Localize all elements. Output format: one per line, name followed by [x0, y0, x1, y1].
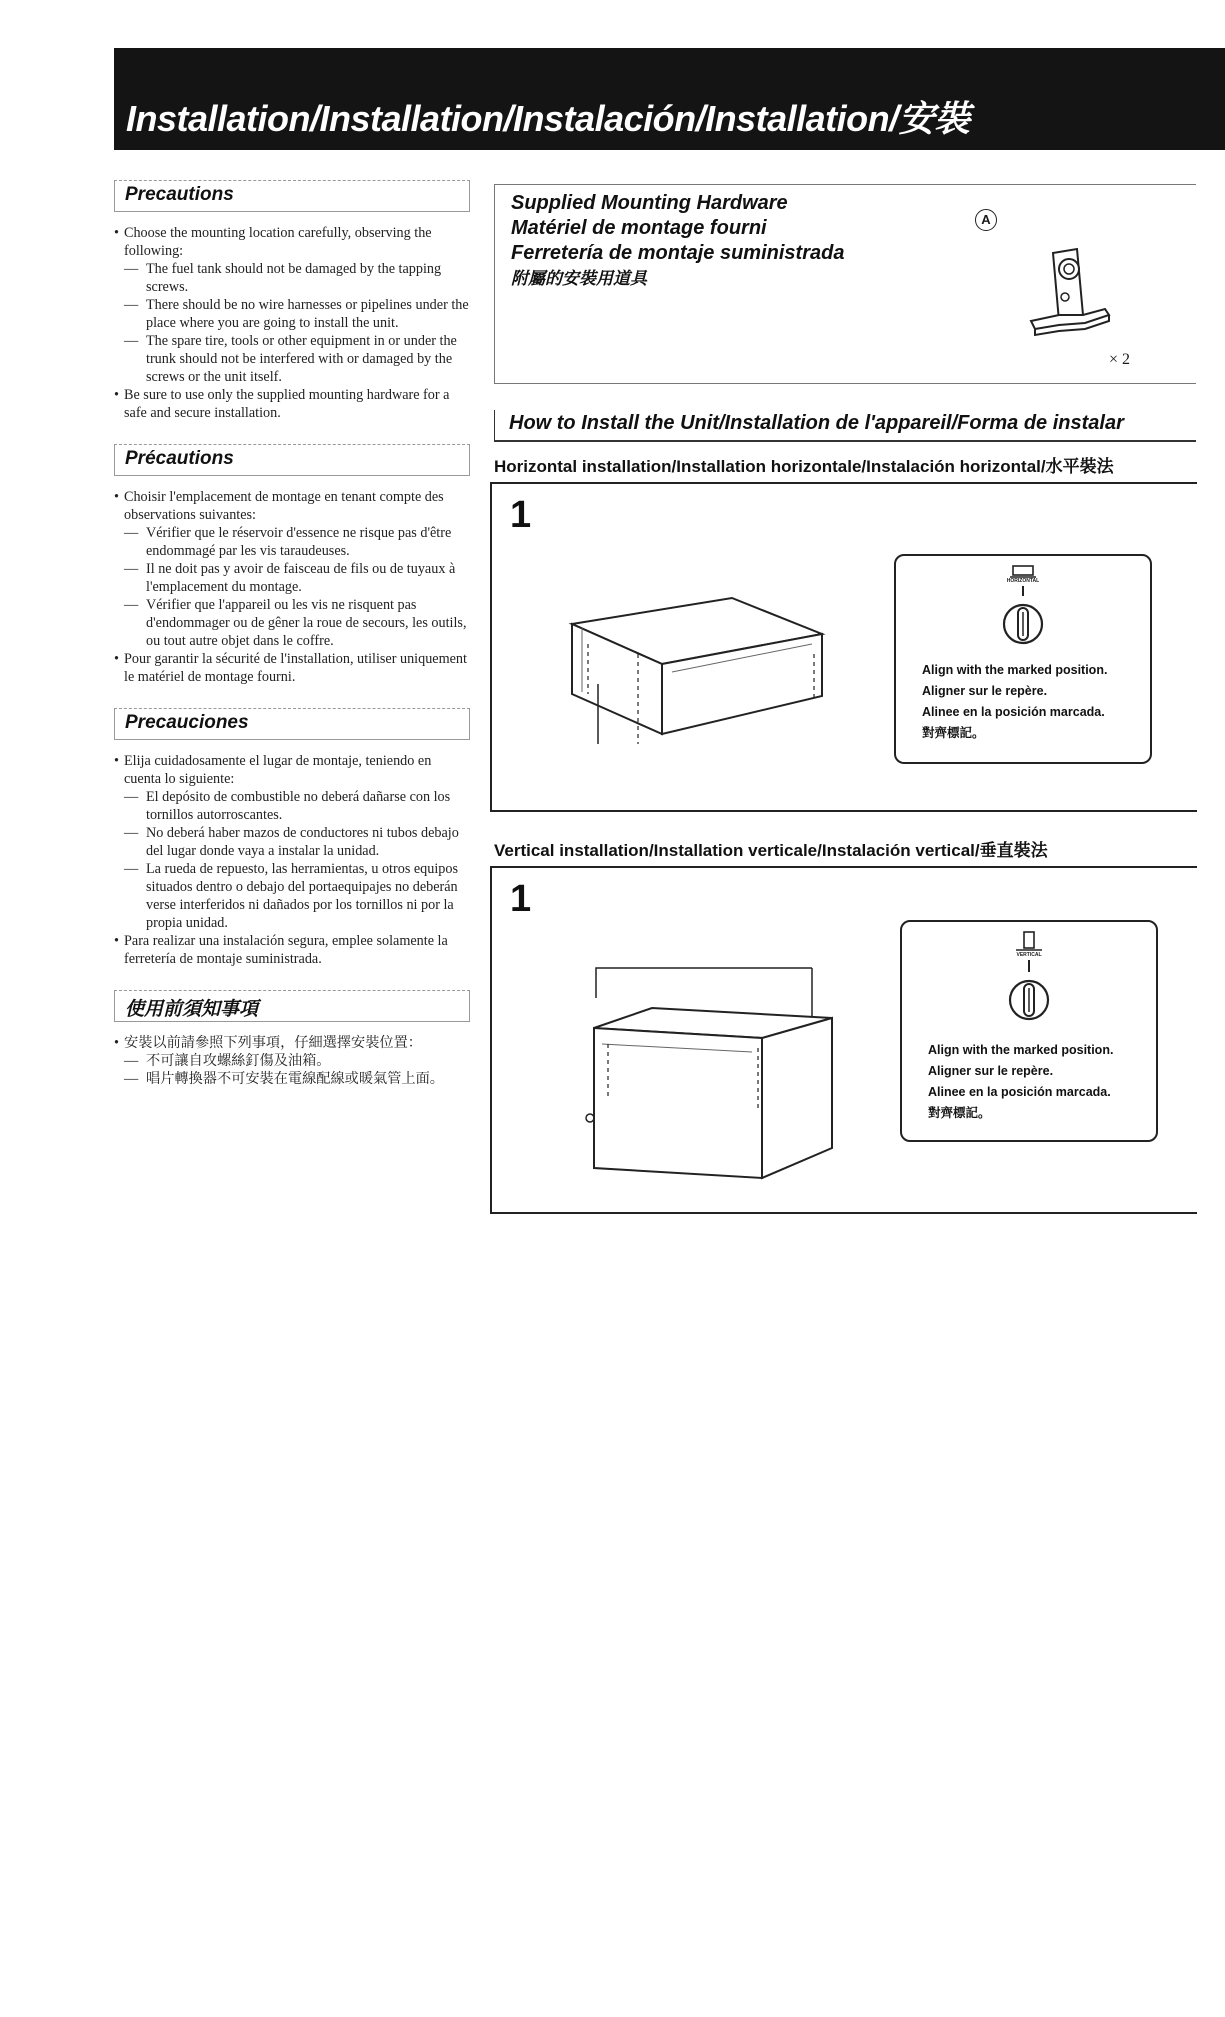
- precaution-sublist: [124, 260, 470, 386]
- precaution-text: Choisir l'emplacement de montage en tenant compte des observations suivantes:: [124, 489, 444, 523]
- section-heading: [114, 990, 470, 1022]
- precautions-section-fr: [114, 444, 470, 686]
- hardware-title-zh: 附屬的安裝用道具: [511, 269, 647, 288]
- align-fr: Aligner sur le repère.: [922, 684, 1048, 698]
- precautions-column: [114, 180, 470, 1110]
- step-number: 1: [510, 494, 532, 536]
- vertical-panel: [490, 866, 1197, 1214]
- precaution-subitem: — The spare tire, tools or other equipment in or under the trunk should not be interfered with or damaged by the screws or the unit itself.: [124, 332, 470, 386]
- precaution-item: [114, 224, 470, 386]
- heading-text: Precautions: [125, 184, 234, 205]
- align-zh: 對齊標記。: [928, 1106, 991, 1120]
- horizontal-align-callout: [894, 554, 1152, 764]
- precaution-sublist: [124, 1052, 470, 1088]
- precaution-list: [114, 1034, 470, 1088]
- horizontal-dial-label: HORIZONTAL: [1006, 578, 1040, 584]
- hardware-title-en: Supplied Mounting Hardware: [511, 192, 788, 214]
- align-fr: Aligner sur le repère.: [928, 1064, 1054, 1078]
- quantity-label: × 2: [1109, 351, 1131, 368]
- precaution-text: 安裝以前請參照下列事項，仔細選擇安裝位置：: [124, 1035, 422, 1051]
- mounting-bracket-icon: [1025, 245, 1115, 345]
- cd-changer-horizontal-illustration: [552, 584, 912, 744]
- section-heading: [114, 180, 470, 212]
- vertical-heading: Vertical installation/Installation verticale/Instalación vertical/垂直裝法: [494, 841, 1048, 860]
- vertical-align-callout: [900, 920, 1158, 1142]
- heading-text: Précautions: [125, 448, 234, 469]
- precaution-list: [114, 488, 470, 686]
- vertical-dial-label: VERTICAL: [1016, 952, 1042, 958]
- precaution-text: Pour garantir la sécurité de l'installation, utiliser uniquement le matériel de montage fourni.: [124, 651, 467, 685]
- precaution-subitem: — El depósito de combustible no deberá dañarse con los tornillos autorroscantes.: [124, 788, 470, 824]
- precaution-sublist: [124, 788, 470, 932]
- align-es: Alinee en la posición marcada.: [928, 1085, 1111, 1099]
- hardware-title-fr: Matériel de montage fourni: [511, 217, 767, 239]
- hardware-titles: [511, 191, 844, 291]
- align-instructions: [922, 660, 1107, 744]
- page-title: Installation/Installation/Instalación/Installation/安裝: [126, 98, 970, 139]
- step-number: 1: [510, 878, 532, 920]
- precautions-section-zh: [114, 990, 470, 1088]
- precaution-subitem: — The fuel tank should not be damaged by the tapping screws.: [124, 260, 470, 296]
- supplied-hardware-box: [494, 184, 1196, 384]
- precautions-section-en: [114, 180, 470, 422]
- cd-changer-vertical-illustration: [582, 948, 912, 1188]
- precaution-item: [114, 1034, 470, 1088]
- precaution-subitem: — La rueda de repuesto, las herramientas, u otros equipos situados dentro o debajo del portaequipajes no deberán verse interferidos ni dañados por los tornillos ni por la propia unidad.: [124, 860, 470, 932]
- precaution-subitem: — 不可讓自攻螺絲釘傷及油箱。: [124, 1052, 470, 1070]
- precaution-list: [114, 224, 470, 422]
- part-letter-badge: A: [975, 209, 997, 231]
- precaution-subitem: — Vérifier que l'appareil ou les vis ne risquent pas d'endommager ou de gêner la roue de secours, les outils, ou tout autre objet dans le coffre.: [124, 596, 470, 650]
- precaution-item: [114, 752, 470, 932]
- align-es: Alinee en la posición marcada.: [922, 705, 1105, 719]
- hardware-title-es: Ferretería de montaje suministrada: [511, 242, 845, 264]
- align-en: Align with the marked position.: [922, 663, 1108, 677]
- precaution-text: Be sure to use only the supplied mounting hardware for a safe and secure installation.: [124, 387, 450, 421]
- precaution-item: [114, 650, 470, 686]
- horizontal-panel: [490, 482, 1197, 812]
- precaution-item: [114, 932, 470, 968]
- precaution-sublist: [124, 524, 470, 650]
- precautions-section-es: [114, 708, 470, 968]
- heading-text: 使用前須知事項: [125, 999, 259, 1020]
- precaution-subitem: — Il ne doit pas y avoir de faisceau de fils ou de tuyaux à l'emplacement du montage.: [124, 560, 470, 596]
- precaution-text: Elija cuidadosamente el lugar de montaje, teniendo en cuenta lo siguiente:: [124, 753, 432, 787]
- precaution-list: [114, 752, 470, 968]
- align-instructions: [928, 1040, 1113, 1124]
- section-heading: [114, 708, 470, 740]
- align-en: Align with the marked position.: [928, 1043, 1114, 1057]
- how-to-install-heading-bar: [494, 410, 1196, 442]
- precaution-text: Para realizar una instalación segura, emplee solamente la ferretería de montaje suministrada.: [124, 933, 448, 967]
- orientation-dial-icon: [1006, 930, 1052, 1030]
- section-heading: [114, 444, 470, 476]
- precaution-subitem: — 唱片轉換器不可安裝在電線配線或暖氣管上面。: [124, 1070, 470, 1088]
- precaution-subitem: — No deberá haber mazos de conductores ni tubos debajo del lugar donde vaya a instalar la unidad.: [124, 824, 470, 860]
- horizontal-heading: Horizontal installation/Installation horizontale/Instalación horizontal/水平裝法: [494, 457, 1114, 476]
- how-to-install-heading: How to Install the Unit/Installation de l'appareil/Forma de instalar: [509, 412, 1124, 434]
- heading-text: Precauciones: [125, 712, 249, 733]
- precaution-subitem: — There should be no wire harnesses or pipelines under the place where you are going to install the unit.: [124, 296, 470, 332]
- precaution-item: [114, 488, 470, 650]
- precaution-item: [114, 386, 470, 422]
- title-banner: [114, 48, 1225, 150]
- precaution-subitem: — Vérifier que le réservoir d'essence ne risque pas d'être endommagé par les vis taraudeuses.: [124, 524, 470, 560]
- align-zh: 對齊標記。: [922, 726, 985, 740]
- precaution-text: Choose the mounting location carefully, observing the following:: [124, 225, 432, 259]
